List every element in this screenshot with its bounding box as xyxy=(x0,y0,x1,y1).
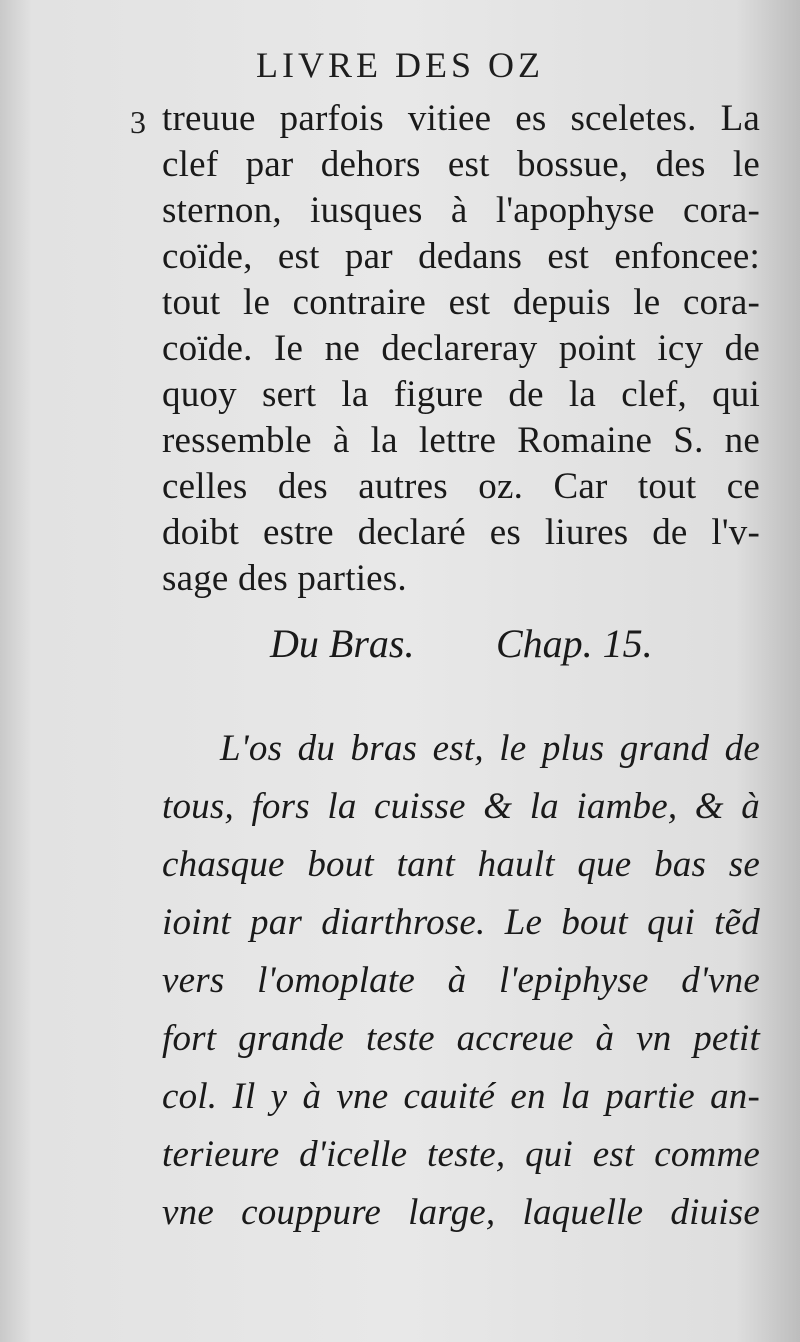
italic-text-block xyxy=(162,720,760,1242)
text-line: coïde. Ie ne declareray point icy de xyxy=(162,328,760,369)
text-line: col. Il y à vne cauité en la partie an- xyxy=(162,1076,760,1117)
chapter-number: Chap. 15. xyxy=(496,621,653,666)
text-line: vne couppure large, laquelle diuise xyxy=(162,1192,760,1233)
text-line: terieure d'icelle teste, qui est comme xyxy=(162,1134,760,1175)
text-line: vers l'omoplate à l'epiphyse d'vne xyxy=(162,960,760,1001)
text-line: quoy sert la figure de la clef, qui xyxy=(162,374,760,415)
signature-mark: 3 xyxy=(130,104,146,140)
chapter-title: Du Bras. xyxy=(270,621,415,666)
text-line: L'os du bras est, le plus grand de xyxy=(220,728,760,769)
text-line: sage des parties. xyxy=(162,558,407,599)
text-line: treuue parfois vitiee es sceletes. La xyxy=(162,98,760,139)
text-line: tout le contraire est depuis le cora- xyxy=(162,282,760,323)
text-line: ioint par diarthrose. Le bout qui tẽd xyxy=(162,902,760,943)
running-head: LIVRE DES OZ xyxy=(256,45,544,85)
text-line: sternon, iusques à l'apophyse cora- xyxy=(162,190,760,231)
text-line: doibt estre declaré es liures de l'v- xyxy=(162,512,760,553)
roman-text-block xyxy=(162,96,760,602)
text-line: coïde, est par dedans est enfoncee: xyxy=(162,236,760,277)
text-line: tous, fors la cuisse & la iambe, & à xyxy=(162,786,760,827)
text-line: celles des autres oz. Car tout ce xyxy=(162,466,760,507)
text-line: chasque bout tant hault que bas se xyxy=(162,844,760,885)
text-line: fort grande teste accreue à vn petit xyxy=(162,1018,760,1059)
text-line: ressemble à la lettre Romaine S. ne xyxy=(162,420,760,461)
text-line: clef par dehors est bossue, des le xyxy=(162,144,760,185)
